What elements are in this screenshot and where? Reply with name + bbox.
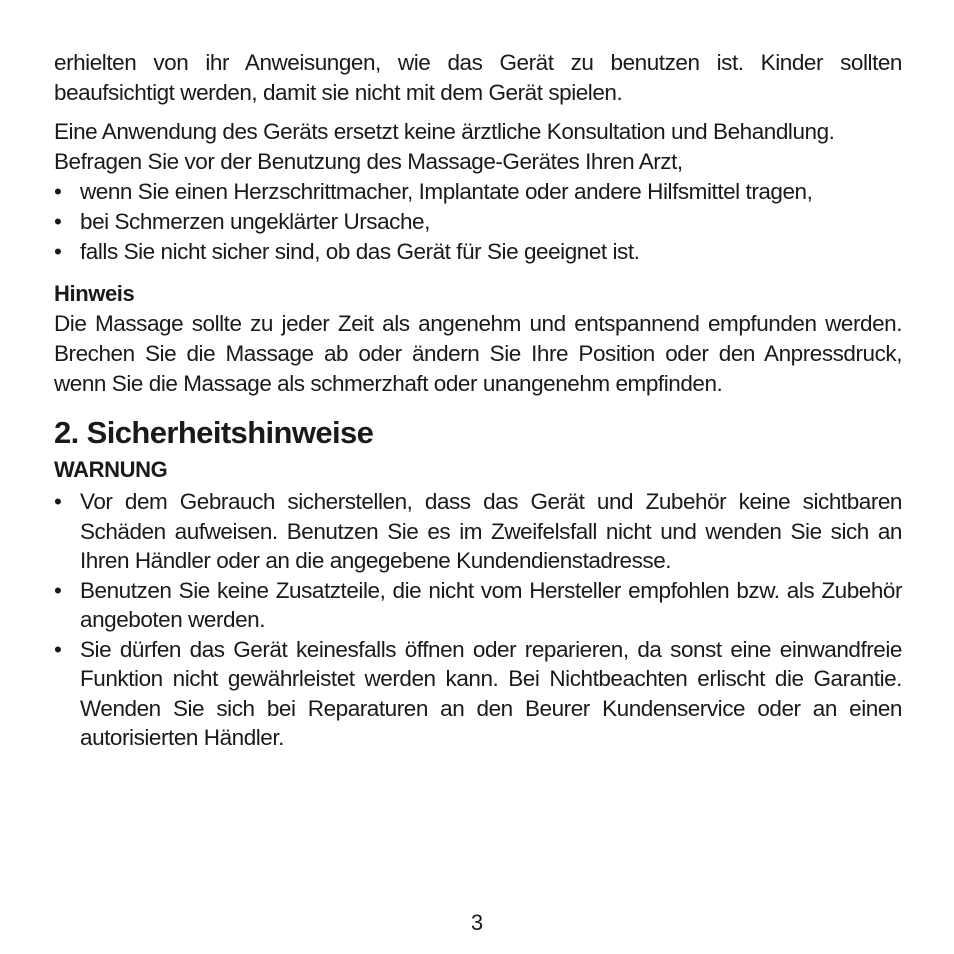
bullet-icon: • bbox=[54, 209, 62, 234]
list-item bbox=[54, 635, 902, 753]
intro-paragraph-medical: Eine Anwendung des Geräts ersetzt keine ärztliche Konsultation und Behandlung. bbox=[54, 119, 835, 144]
list-item-text: Benutzen Sie keine Zusatzteile, die nicht vom Hersteller empfohlen bzw. als Zubehör angeboten werden. bbox=[80, 577, 902, 632]
page-number: 3 bbox=[470, 910, 484, 935]
document-page bbox=[54, 48, 902, 753]
list-item bbox=[54, 576, 902, 635]
bullet-icon: • bbox=[54, 636, 62, 662]
list-item-text: Sie dürfen das Gerät keinesfalls öffnen oder reparieren, da sonst eine einwandfreie Funktion nicht gewährleistet werden kann. Bei Nichtbeachten erlischt die Garantie. Wenden Sie sich bei Reparaturen an den Beurer Kundenservice oder an einen autorisierten Händler. bbox=[80, 636, 902, 750]
intro-bullet-list bbox=[54, 177, 902, 267]
list-item-text: bei Schmerzen ungeklärter Ursache, bbox=[80, 209, 430, 234]
hinweis-heading: Hinweis bbox=[54, 281, 135, 306]
bullet-icon: • bbox=[54, 239, 62, 264]
bullet-icon: • bbox=[54, 577, 62, 603]
list-item bbox=[54, 237, 902, 267]
list-item-text: wenn Sie einen Herzschrittmacher, Implantate oder andere Hilfsmittel tragen, bbox=[80, 179, 813, 204]
bullet-icon: • bbox=[54, 489, 62, 514]
list-item-text: falls Sie nicht sicher sind, ob das Gerät für Sie geeignet ist. bbox=[80, 239, 640, 264]
bullet-icon: • bbox=[54, 179, 62, 204]
list-item bbox=[54, 207, 902, 237]
list-item bbox=[54, 487, 902, 576]
intro-paragraph-children: erhielten von ihr Anweisungen, wie das Gerät zu benutzen ist. Kinder sollten beaufsichtigt werden, damit sie nicht mit dem Gerät spielen. bbox=[54, 50, 902, 105]
hinweis-paragraph: Die Massage sollte zu jeder Zeit als angenehm und entspannend empfunden werden. Brechen Sie die Massage ab oder ändern Sie Ihre Position oder den Anpressdruck, wenn Sie die Massage als schmerzhaft oder unangenehm empfinden. bbox=[54, 311, 902, 396]
list-item-text: Vor dem Gebrauch sicherstellen, dass das Gerät und Zubehör keine sichtbaren Schäden aufweisen. Benutzen Sie es im Zweifelsfall nicht und wenden Sie sich an Ihren Händler oder an die angegebene Kundendienstadresse. bbox=[80, 489, 902, 573]
list-item bbox=[54, 177, 902, 207]
warning-bullet-list bbox=[54, 487, 902, 753]
warning-heading: WARNUNG bbox=[54, 457, 168, 482]
section-title: 2. Sicherheitshinweise bbox=[54, 415, 374, 450]
intro-paragraph-ask-doctor: Befragen Sie vor der Benutzung des Massage-Gerätes Ihren Arzt, bbox=[54, 149, 683, 174]
